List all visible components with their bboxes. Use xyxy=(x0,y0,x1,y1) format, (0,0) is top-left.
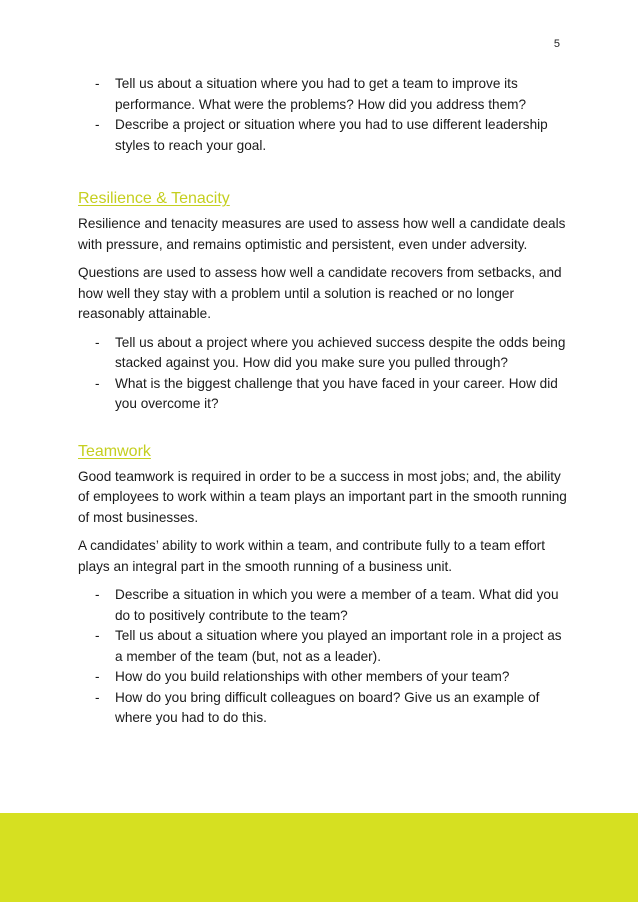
list-item xyxy=(78,585,568,626)
resilience-paragraph-1: Resilience and tenacity measures are used to assess how well a candidate deals with pressure, and remains optimistic and persistent, even under adversity. xyxy=(78,216,566,252)
resilience-question-list xyxy=(78,333,568,415)
list-item xyxy=(78,688,568,729)
list-item xyxy=(78,333,568,374)
list-dash: - xyxy=(95,334,100,350)
list-item xyxy=(78,115,568,156)
list-item-text: Tell us about a situation where you played an important role in a project as a member of the team (but, not as a leader). xyxy=(115,628,562,664)
list-dash: - xyxy=(95,76,100,91)
list-item xyxy=(78,667,568,688)
page-number: 5 xyxy=(553,38,560,50)
section-heading-teamwork: Teamwork xyxy=(78,442,151,460)
list-dash: - xyxy=(95,375,100,391)
list-dash: - xyxy=(95,628,100,643)
list-item-text: Describe a situation in which you were a member of a team. What did you do to positively contribute to the team? xyxy=(115,587,559,623)
list-dash: - xyxy=(95,689,100,705)
list-dash: - xyxy=(95,587,100,602)
document-body xyxy=(78,74,568,729)
teamwork-paragraph-1: Good teamwork is required in order to be a success in most jobs; and, the ability of employees to work within a team plays an important part in the smooth running of most businesses. xyxy=(78,468,567,525)
list-dash: - xyxy=(95,669,100,684)
teamwork-question-list xyxy=(78,585,568,729)
list-item-text: How do you bring difficult colleagues on board? Give us an example of where you had to do this. xyxy=(115,689,540,725)
list-item-text: Tell us about a situation where you had to get a team to improve its performance. What were the problems? How did you address them? xyxy=(115,76,527,112)
list-item-text: How do you build relationships with other members of your team? xyxy=(115,669,510,684)
list-item-text: Tell us about a project where you achieved success despite the odds being stacked against you. How did you make sure you pulled through? xyxy=(115,334,566,370)
intro-question-list xyxy=(78,74,568,156)
list-item xyxy=(78,626,568,667)
resilience-paragraph-2: Questions are used to assess how well a candidate recovers from setbacks, and how well they stay with a problem until a solution is reached or no longer reasonably attainable. xyxy=(78,265,562,321)
teamwork-paragraph-2: A candidates’ ability to work within a team, and contribute fully to a team effort plays an integral part in the smooth running of a business unit. xyxy=(78,538,545,574)
list-dash: - xyxy=(95,117,100,132)
list-item xyxy=(78,74,568,115)
list-item-text: What is the biggest challenge that you have faced in your career. How did you overcome it? xyxy=(115,375,558,411)
section-heading-resilience: Resilience & Tenacity xyxy=(78,190,230,207)
list-item-text: Describe a project or situation where you had to use different leadership styles to reach your goal. xyxy=(115,117,548,153)
list-item xyxy=(78,374,568,415)
footer-color-band xyxy=(0,813,638,902)
